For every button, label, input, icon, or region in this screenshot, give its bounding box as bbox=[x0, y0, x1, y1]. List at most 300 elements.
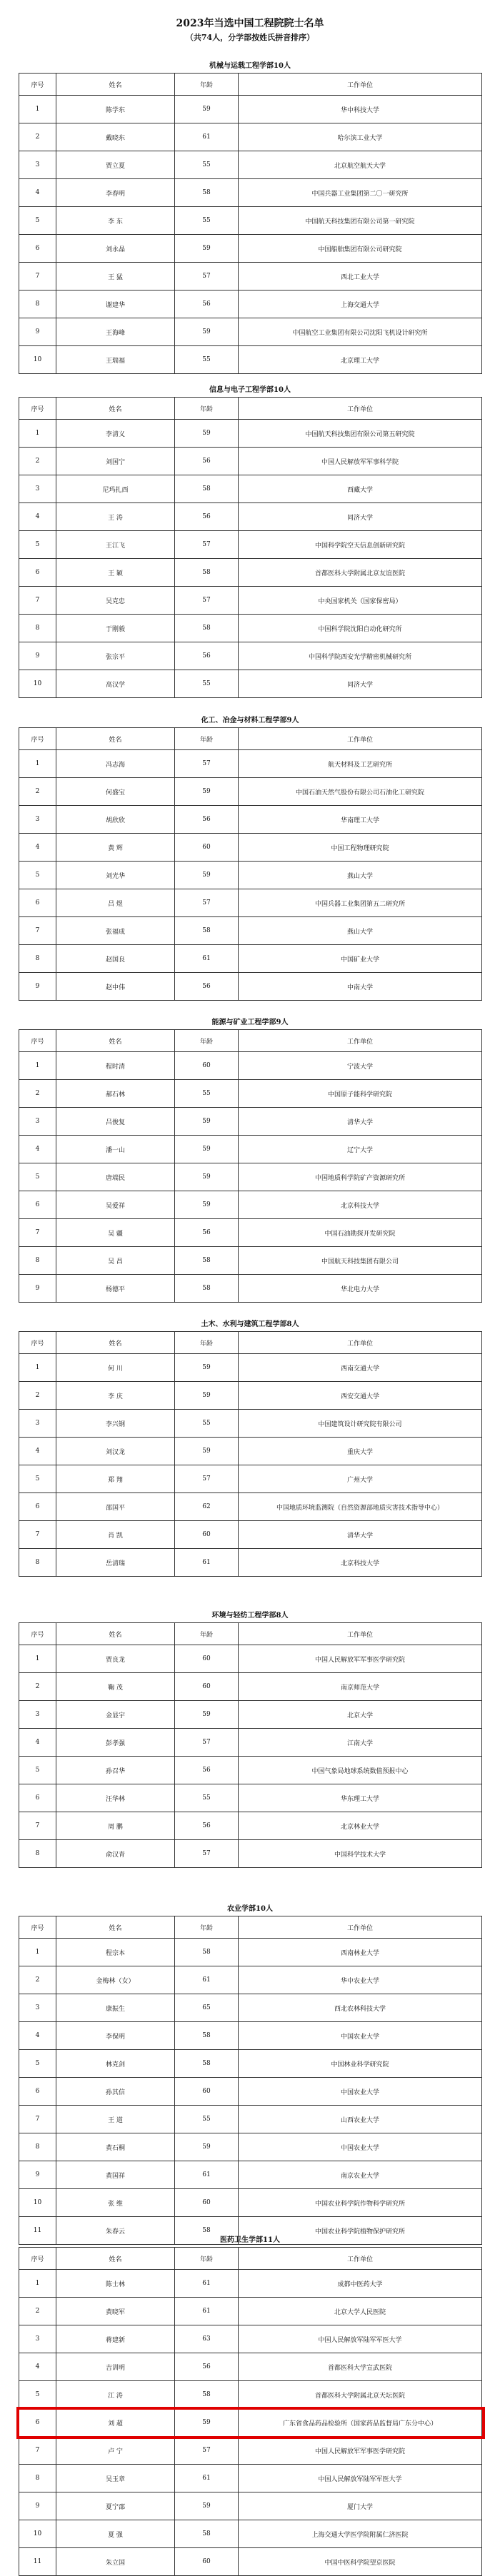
header-age: 年龄 bbox=[175, 1030, 239, 1052]
row-employer: 中国中医科学院望京医院 bbox=[239, 2548, 482, 2576]
table-header-row bbox=[19, 1916, 482, 1939]
row-employer: 中国人民解放军军事医学研究院 bbox=[239, 2437, 482, 2465]
row-index: 7 bbox=[19, 587, 56, 615]
row-employer: 北京航空航天大学 bbox=[239, 151, 482, 179]
table-row bbox=[19, 503, 482, 531]
row-employer: 首都医科大学附属北京天坛医院 bbox=[239, 2381, 482, 2409]
row-index: 1 bbox=[19, 1939, 56, 1966]
table-row bbox=[19, 2298, 482, 2325]
row-employer: 北京科技大学 bbox=[239, 1549, 482, 1577]
row-name: 周 鹏 bbox=[56, 1812, 175, 1840]
row-index: 9 bbox=[19, 2492, 56, 2520]
table-row bbox=[19, 2492, 482, 2520]
academician-table bbox=[19, 2247, 482, 2576]
section-title: 医药卫生学部11人 bbox=[220, 2236, 280, 2244]
row-age: 61 bbox=[175, 1966, 239, 1994]
document-title: 2023年当选中国工程院院士名单 bbox=[176, 18, 324, 29]
row-employer: 中国科学技术大学 bbox=[239, 1840, 482, 1868]
row-index: 3 bbox=[19, 806, 56, 834]
row-index: 7 bbox=[19, 2106, 56, 2133]
table-header-row bbox=[19, 1332, 482, 1354]
row-name: 吴克忠 bbox=[56, 587, 175, 615]
table-row bbox=[19, 2050, 482, 2078]
row-index: 7 bbox=[19, 1812, 56, 1840]
row-employer: 华南理工大学 bbox=[239, 806, 482, 834]
row-name: 唐端民 bbox=[56, 1163, 175, 1191]
row-employer: 中国航天科技集团有限公司 bbox=[239, 1247, 482, 1275]
header-name: 姓名 bbox=[56, 74, 175, 96]
row-employer: 清华大学 bbox=[239, 1521, 482, 1549]
row-age: 57 bbox=[175, 750, 239, 778]
row-age: 56 bbox=[175, 448, 239, 475]
header-employer: 工作单位 bbox=[239, 398, 482, 420]
row-age: 58 bbox=[175, 2050, 239, 2078]
row-name: 鞠 茂 bbox=[56, 1673, 175, 1701]
row-age: 60 bbox=[175, 1645, 239, 1673]
table-row bbox=[19, 778, 482, 806]
table-header-row bbox=[19, 74, 482, 96]
row-name: 张 维 bbox=[56, 2189, 175, 2217]
row-age: 55 bbox=[175, 207, 239, 235]
row-employer: 同济大学 bbox=[239, 670, 482, 698]
table-header-row bbox=[19, 728, 482, 750]
row-name: 黄国祥 bbox=[56, 2161, 175, 2189]
row-employer: 中国科学院沈阳自动化研究所 bbox=[239, 615, 482, 642]
table-header-row bbox=[19, 1030, 482, 1052]
row-age: 55 bbox=[175, 1410, 239, 1438]
row-name: 郝石林 bbox=[56, 1080, 175, 1108]
row-name: 李保明 bbox=[56, 2022, 175, 2050]
row-employer: 哈尔滨工业大学 bbox=[239, 123, 482, 151]
row-age: 59 bbox=[175, 1438, 239, 1465]
row-index: 5 bbox=[19, 531, 56, 559]
row-name: 刘国宁 bbox=[56, 448, 175, 475]
table-row bbox=[19, 475, 482, 503]
row-age: 56 bbox=[175, 1757, 239, 1784]
row-age: 59 bbox=[175, 2492, 239, 2520]
row-index: 7 bbox=[19, 1521, 56, 1549]
row-index: 5 bbox=[19, 1465, 56, 1493]
row-index: 5 bbox=[19, 2050, 56, 2078]
table-row bbox=[19, 448, 482, 475]
row-name: 何盛宝 bbox=[56, 778, 175, 806]
academician-table bbox=[19, 73, 482, 374]
header-age: 年龄 bbox=[175, 1916, 239, 1939]
row-employer: 中央国家机关（国家保密局） bbox=[239, 587, 482, 615]
row-age: 56 bbox=[175, 1219, 239, 1247]
row-index: 6 bbox=[19, 2078, 56, 2106]
row-employer: 华东理工大学 bbox=[239, 1784, 482, 1812]
header-name: 姓名 bbox=[56, 728, 175, 750]
row-age: 61 bbox=[175, 123, 239, 151]
header-age: 年龄 bbox=[175, 1332, 239, 1354]
academician-table bbox=[19, 1916, 482, 2245]
row-name: 何 川 bbox=[56, 1354, 175, 1382]
header-name: 姓名 bbox=[56, 2248, 175, 2270]
row-employer: 中国林业科学研究院 bbox=[239, 2050, 482, 2078]
row-index: 10 bbox=[19, 670, 56, 698]
academician-table bbox=[19, 727, 482, 1001]
header-age: 年龄 bbox=[175, 728, 239, 750]
section-title: 信息与电子工程学部10人 bbox=[209, 386, 291, 394]
row-age: 59 bbox=[175, 1108, 239, 1136]
row-employer: 中国气象局地球系统数值预报中心 bbox=[239, 1757, 482, 1784]
row-index: 10 bbox=[19, 2520, 56, 2548]
table-header-row bbox=[19, 2248, 482, 2270]
row-age: 61 bbox=[175, 2161, 239, 2189]
table-row bbox=[19, 1784, 482, 1812]
row-name: 朱立国 bbox=[56, 2548, 175, 2576]
row-name: 赵国良 bbox=[56, 945, 175, 973]
row-name: 岳清瑞 bbox=[56, 1549, 175, 1577]
row-employer: 中国科学院西安光学精密机械研究所 bbox=[239, 642, 482, 670]
row-age: 55 bbox=[175, 1080, 239, 1108]
row-index: 2 bbox=[19, 778, 56, 806]
table-row bbox=[19, 2189, 482, 2217]
table-row bbox=[19, 291, 482, 318]
row-index: 9 bbox=[19, 973, 56, 1001]
table-row bbox=[19, 207, 482, 235]
row-name: 黄 辉 bbox=[56, 834, 175, 862]
row-age: 59 bbox=[175, 862, 239, 889]
row-age: 55 bbox=[175, 2106, 239, 2133]
table-row bbox=[19, 1673, 482, 1701]
row-employer: 中国人民解放军陆军军医大学 bbox=[239, 2325, 482, 2353]
header-employer: 工作单位 bbox=[239, 2248, 482, 2270]
header-index: 序号 bbox=[19, 1030, 56, 1052]
academician-table bbox=[19, 1331, 482, 1577]
row-index: 2 bbox=[19, 123, 56, 151]
row-age: 59 bbox=[175, 1191, 239, 1219]
row-age: 59 bbox=[175, 778, 239, 806]
row-index: 2 bbox=[19, 1080, 56, 1108]
table-row bbox=[19, 806, 482, 834]
row-name: 刘汉龙 bbox=[56, 1438, 175, 1465]
row-index: 3 bbox=[19, 1994, 56, 2022]
row-employer: 北京林业大学 bbox=[239, 1812, 482, 1840]
section bbox=[19, 1610, 481, 1868]
section-title: 环境与轻纺工程学部8人 bbox=[211, 1612, 289, 1620]
row-index: 10 bbox=[19, 2189, 56, 2217]
row-age: 61 bbox=[175, 2270, 239, 2298]
academician-table bbox=[19, 397, 482, 698]
row-index: 5 bbox=[19, 1757, 56, 1784]
header-name: 姓名 bbox=[56, 1332, 175, 1354]
row-employer: 中国地质科学院矿产资源研究所 bbox=[239, 1163, 482, 1191]
row-employer: 中国人民解放军军事医学研究院 bbox=[239, 1645, 482, 1673]
section bbox=[19, 1903, 481, 2245]
table-row bbox=[19, 670, 482, 698]
header-age: 年龄 bbox=[175, 398, 239, 420]
row-index: 8 bbox=[19, 2133, 56, 2161]
row-index: 6 bbox=[19, 235, 56, 263]
row-index: 11 bbox=[19, 2217, 56, 2245]
row-employer: 南京农业大学 bbox=[239, 2161, 482, 2189]
row-employer: 华中农业大学 bbox=[239, 1966, 482, 1994]
row-name: 肖 凯 bbox=[56, 1521, 175, 1549]
row-employer: 中国农业科学院作物科学研究所 bbox=[239, 2189, 482, 2217]
row-name: 刘永晶 bbox=[56, 235, 175, 263]
header-index: 序号 bbox=[19, 398, 56, 420]
table-row bbox=[19, 531, 482, 559]
row-employer: 西安交通大学 bbox=[239, 1382, 482, 1410]
row-name: 李清义 bbox=[56, 420, 175, 448]
header-age: 年龄 bbox=[175, 74, 239, 96]
row-name: 程时清 bbox=[56, 1052, 175, 1080]
row-index: 7 bbox=[19, 917, 56, 945]
row-name: 陈士林 bbox=[56, 2270, 175, 2298]
row-employer: 中国矿业大学 bbox=[239, 945, 482, 973]
header-employer: 工作单位 bbox=[239, 1332, 482, 1354]
row-index: 1 bbox=[19, 96, 56, 123]
row-age: 59 bbox=[175, 1136, 239, 1163]
row-index: 5 bbox=[19, 207, 56, 235]
row-index: 9 bbox=[19, 318, 56, 346]
row-name: 程宗本 bbox=[56, 1939, 175, 1966]
row-age: 58 bbox=[175, 1939, 239, 1966]
table-row bbox=[19, 2161, 482, 2189]
row-employer: 上海交通大学 bbox=[239, 291, 482, 318]
table-header-row bbox=[19, 1623, 482, 1645]
row-name: 吕俊复 bbox=[56, 1108, 175, 1136]
row-age: 57 bbox=[175, 587, 239, 615]
table-row bbox=[19, 1052, 482, 1080]
row-name: 刘光华 bbox=[56, 862, 175, 889]
row-name: 吕 煜 bbox=[56, 889, 175, 917]
row-employer: 中国农业科学院植物保护研究所 bbox=[239, 2217, 482, 2245]
header-index: 序号 bbox=[19, 2248, 56, 2270]
row-age: 65 bbox=[175, 1994, 239, 2022]
header-index: 序号 bbox=[19, 74, 56, 96]
table-row bbox=[19, 420, 482, 448]
row-employer: 中国航天科技集团有限公司第五研究院 bbox=[239, 420, 482, 448]
row-employer: 山西农业大学 bbox=[239, 2106, 482, 2133]
row-employer: 中国人民解放军军事科学院 bbox=[239, 448, 482, 475]
table-row bbox=[19, 151, 482, 179]
table-row bbox=[19, 1549, 482, 1577]
row-age: 58 bbox=[175, 2217, 239, 2245]
row-name: 黄石桐 bbox=[56, 2133, 175, 2161]
row-age: 57 bbox=[175, 1465, 239, 1493]
row-index: 4 bbox=[19, 2022, 56, 2050]
row-age: 58 bbox=[175, 917, 239, 945]
row-name: 李春明 bbox=[56, 179, 175, 207]
row-index: 10 bbox=[19, 346, 56, 374]
row-employer: 航天材料及工艺研究所 bbox=[239, 750, 482, 778]
table-row bbox=[19, 235, 482, 263]
row-name: 李 东 bbox=[56, 207, 175, 235]
row-employer: 西南交通大学 bbox=[239, 1354, 482, 1382]
section-title: 机械与运载工程学部10人 bbox=[209, 62, 291, 70]
row-index: 3 bbox=[19, 2325, 56, 2353]
row-employer: 西藏大学 bbox=[239, 475, 482, 503]
row-name: 金显宇 bbox=[56, 1701, 175, 1729]
row-name: 汪华林 bbox=[56, 1784, 175, 1812]
header-employer: 工作单位 bbox=[239, 728, 482, 750]
section bbox=[19, 60, 481, 374]
row-index: 8 bbox=[19, 291, 56, 318]
section bbox=[19, 2234, 481, 2576]
row-index: 8 bbox=[19, 1549, 56, 1577]
row-index: 4 bbox=[19, 834, 56, 862]
row-name: 吉训明 bbox=[56, 2353, 175, 2381]
row-age: 58 bbox=[175, 615, 239, 642]
table-row bbox=[19, 615, 482, 642]
row-age: 60 bbox=[175, 2189, 239, 2217]
row-index: 8 bbox=[19, 615, 56, 642]
row-index: 2 bbox=[19, 448, 56, 475]
section-title: 土木、水利与建筑工程学部8人 bbox=[201, 1320, 299, 1328]
row-age: 58 bbox=[175, 559, 239, 587]
row-index: 3 bbox=[19, 1701, 56, 1729]
header-employer: 工作单位 bbox=[239, 74, 482, 96]
row-index: 9 bbox=[19, 2161, 56, 2189]
section-title: 农业学部10人 bbox=[227, 1905, 273, 1913]
table-row bbox=[19, 1521, 482, 1549]
table-row bbox=[19, 1247, 482, 1275]
row-index: 5 bbox=[19, 862, 56, 889]
row-name: 吴玉章 bbox=[56, 2465, 175, 2492]
row-name: 冯志海 bbox=[56, 750, 175, 778]
table-row bbox=[19, 2520, 482, 2548]
row-age: 57 bbox=[175, 1840, 239, 1868]
row-index: 4 bbox=[19, 179, 56, 207]
row-index: 3 bbox=[19, 1410, 56, 1438]
header-index: 序号 bbox=[19, 1623, 56, 1645]
table-row bbox=[19, 1966, 482, 1994]
row-index: 1 bbox=[19, 1052, 56, 1080]
header-name: 姓名 bbox=[56, 1030, 175, 1052]
row-employer: 华中科技大学 bbox=[239, 96, 482, 123]
row-age: 56 bbox=[175, 973, 239, 1001]
row-index: 6 bbox=[19, 1493, 56, 1521]
row-age: 60 bbox=[175, 2548, 239, 2576]
row-employer: 中国船舶集团有限公司研究院 bbox=[239, 235, 482, 263]
row-index: 5 bbox=[19, 2381, 56, 2409]
row-index: 9 bbox=[19, 642, 56, 670]
table-row bbox=[19, 2437, 482, 2465]
row-age: 55 bbox=[175, 1784, 239, 1812]
row-employer: 中国兵器工业集团第二〇一研究所 bbox=[239, 179, 482, 207]
table-row bbox=[19, 1465, 482, 1493]
row-name: 邵国平 bbox=[56, 1493, 175, 1521]
row-employer: 中南大学 bbox=[239, 973, 482, 1001]
row-name: 林克剑 bbox=[56, 2050, 175, 2078]
row-age: 59 bbox=[175, 1354, 239, 1382]
row-employer: 中国农业大学 bbox=[239, 2078, 482, 2106]
row-index: 3 bbox=[19, 1108, 56, 1136]
table-row bbox=[19, 2133, 482, 2161]
row-age: 58 bbox=[175, 475, 239, 503]
row-index: 1 bbox=[19, 1354, 56, 1382]
row-index: 6 bbox=[19, 1784, 56, 1812]
table-row bbox=[19, 2270, 482, 2298]
row-age: 58 bbox=[175, 179, 239, 207]
section bbox=[19, 1318, 481, 1577]
row-age: 60 bbox=[175, 2078, 239, 2106]
row-name: 谢建华 bbox=[56, 291, 175, 318]
row-employer: 中国农业大学 bbox=[239, 2022, 482, 2050]
row-age: 56 bbox=[175, 2353, 239, 2381]
table-row bbox=[19, 2465, 482, 2492]
row-age: 59 bbox=[175, 235, 239, 263]
row-name: 陈学东 bbox=[56, 96, 175, 123]
table-row bbox=[19, 2078, 482, 2106]
header-age: 年龄 bbox=[175, 2248, 239, 2270]
row-age: 59 bbox=[175, 2409, 239, 2437]
row-index: 8 bbox=[19, 2465, 56, 2492]
table-row bbox=[19, 559, 482, 587]
row-index: 3 bbox=[19, 475, 56, 503]
table-row bbox=[19, 1812, 482, 1840]
row-name: 杨德平 bbox=[56, 1275, 175, 1303]
table-row bbox=[19, 2409, 482, 2437]
academician-table bbox=[19, 1622, 482, 1868]
row-employer: 辽宁大学 bbox=[239, 1136, 482, 1163]
row-age: 55 bbox=[175, 151, 239, 179]
table-row bbox=[19, 1275, 482, 1303]
row-name: 蒋建新 bbox=[56, 2325, 175, 2353]
row-employer: 中国兵器工业集团第五二研究所 bbox=[239, 889, 482, 917]
table-row bbox=[19, 1219, 482, 1247]
table-row bbox=[19, 2022, 482, 2050]
row-employer: 首都医科大学宣武医院 bbox=[239, 2353, 482, 2381]
table-row bbox=[19, 2325, 482, 2353]
row-index: 8 bbox=[19, 1247, 56, 1275]
table-row bbox=[19, 1840, 482, 1868]
row-name: 贾良龙 bbox=[56, 1645, 175, 1673]
header-age: 年龄 bbox=[175, 1623, 239, 1645]
row-name: 金梅林（女） bbox=[56, 1966, 175, 1994]
row-age: 62 bbox=[175, 1493, 239, 1521]
row-name: 张宗平 bbox=[56, 642, 175, 670]
row-name: 于刚毅 bbox=[56, 615, 175, 642]
row-employer: 北京大学 bbox=[239, 1701, 482, 1729]
row-name: 王 猛 bbox=[56, 263, 175, 291]
section bbox=[19, 1016, 481, 1303]
row-name: 彭孝强 bbox=[56, 1729, 175, 1757]
row-name: 郑 翔 bbox=[56, 1465, 175, 1493]
row-age: 60 bbox=[175, 1521, 239, 1549]
document-subtitle: （共74人，分学部按姓氏拼音排序） bbox=[185, 33, 315, 42]
table-row bbox=[19, 1438, 482, 1465]
row-age: 59 bbox=[175, 318, 239, 346]
row-age: 56 bbox=[175, 806, 239, 834]
table-row bbox=[19, 123, 482, 151]
row-index: 4 bbox=[19, 1136, 56, 1163]
row-employer: 广东省食品药品检验所（国家药品监督局广东分中心） bbox=[239, 2409, 482, 2437]
row-age: 59 bbox=[175, 96, 239, 123]
table-row bbox=[19, 1939, 482, 1966]
row-name: 刘 超 bbox=[56, 2409, 175, 2437]
section-title: 化工、冶金与材料工程学部9人 bbox=[201, 717, 299, 724]
row-index: 2 bbox=[19, 1673, 56, 1701]
row-age: 63 bbox=[175, 2325, 239, 2353]
row-employer: 上海交通大学医学院附属仁济医院 bbox=[239, 2520, 482, 2548]
row-age: 57 bbox=[175, 1729, 239, 1757]
table-row bbox=[19, 1354, 482, 1382]
row-name: 潘一山 bbox=[56, 1136, 175, 1163]
row-age: 60 bbox=[175, 834, 239, 862]
row-name: 王海峰 bbox=[56, 318, 175, 346]
row-employer: 中国石油天然气股份有限公司石油化工研究院 bbox=[239, 778, 482, 806]
row-employer: 西北农林科技大学 bbox=[239, 1994, 482, 2022]
row-name: 俞汉青 bbox=[56, 1840, 175, 1868]
row-employer: 同济大学 bbox=[239, 503, 482, 531]
row-index: 1 bbox=[19, 750, 56, 778]
row-employer: 清华大学 bbox=[239, 1108, 482, 1136]
table-row bbox=[19, 1645, 482, 1673]
